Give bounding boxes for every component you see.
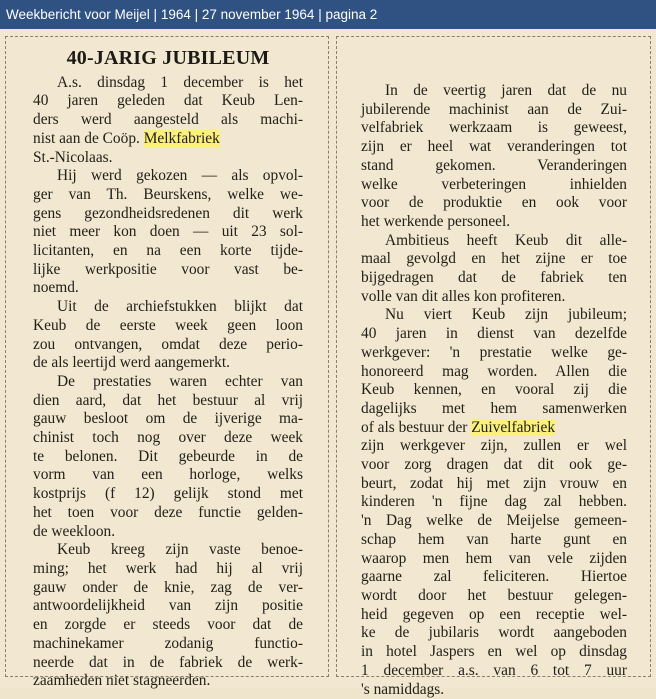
left-column-text-line: St.-Nicolaas. [33,149,303,168]
right-column-text-line: 1 december a.s. van 6 tot 7 uur [361,662,627,681]
left-column-text-line: de als leertijd werd aangemerkt. [33,354,303,373]
right-column-text-line: schap hem van harte gunt en [361,531,627,550]
right-column-text-line: honoreerd mag worden. Allen die [361,363,627,382]
right-column-text-line: Ambitieus heeft Keub dit alle- [361,232,627,251]
right-column-text-line: welke verbeteringen inhielden [361,176,627,195]
right-column-text-line: 40 jaren in dienst van dezelfde [361,325,627,344]
right-column-text-line: velfabriek werkzaam is geweest, [361,119,627,138]
left-column-text-line: Uit de archiefstukken blijkt dat [33,298,303,317]
right-column-text-line: dagelijks met hem samenwerken [361,400,627,419]
right-column-text-line: heid gegeven op een receptie wel- [361,606,627,625]
page-breadcrumb: Weekbericht voor Meijel | 1964 | 27 november 1964 | pagina 2 [0,0,656,29]
right-column-text-line: beurt, zodat hij met zijn vrouw en [361,475,627,494]
article-headline: 40-JARIG JUBILEUM [33,49,303,68]
left-column-text-line: lijke werkpositie voor vast be- [33,261,303,280]
left-column-text-line: dien aard, dat het bestuur al vrij [33,392,303,411]
right-column-text-line: zijn er heel wat veranderingen tot [361,138,627,157]
left-column-text-line: Keub kreeg zijn vaste benoe- [33,541,303,560]
right-column-text-line: of als bestuur der Zuivelfabriek [361,419,627,438]
highlighted-search-term: Melkfabriek [144,130,220,147]
left-column-text-line: zou ontvangen, omdat deze perio- [33,336,303,355]
left-column-text-line: en zorgde er steeds voor dat de [33,616,303,635]
left-column-text-line: kostprijs (f 12) gelijk stond met [33,485,303,504]
right-column-text-line: 'n Dag welke de Meijelse gemeen- [361,512,627,531]
newspaper-clipping [0,29,656,688]
right-column-text-line: in hotel Jaspers en wel op dinsdag [361,643,627,662]
right-column-text-line: werkgever: 'n prestatie welke ge- [361,344,627,363]
left-column-text-line: 40 jaren geleden dat Keub Len- [33,92,303,111]
left-column-text-line: gens gezondheidsredenen dit werk [33,205,303,224]
left-column-text-line: neerde dat in de fabriek de werk- [33,654,303,673]
right-column-text-line: voor zorg dragen dat dit ook ge- [361,456,627,475]
left-column-text-line: licitanten, en na een korte tijde- [33,242,303,261]
left-column-text-line: het toen voor deze functie gelden- [33,504,303,523]
right-column-text-line: jubilerende machinist aan de Zui- [361,101,627,120]
article-right-column [361,82,627,699]
left-column-text-line: A.s. dinsdag 1 december is het [33,74,303,93]
left-column-text-line: ders werd aangesteld als machi- [33,111,303,130]
right-column-text-line: zijn werkgever zijn, zullen er wel [361,437,627,456]
right-column-text-line: stand gekomen. Veranderingen [361,157,627,176]
left-column-text-line: gauw besloot om de ijverige ma- [33,410,303,429]
right-column-text-line: bijgedragen dat de fabriek ten [361,269,627,288]
left-column-text-line: zaamheden niet stagneerden. [33,672,303,691]
left-column-text-line: niet meer kon doen — uit 23 sol- [33,223,303,242]
left-column-text-line: te belonen. Dit gebeurde in de [33,448,303,467]
right-column-text-line: waarop men hem van vele zijden [361,550,627,569]
right-column-text-line: ke de jubilaris wordt aangeboden [361,624,627,643]
right-column-text-line: 's namiddags. [361,681,627,699]
left-column-text-line: ger van Th. Beurskens, welke we- [33,186,303,205]
right-column-text-line: In de veertig jaren dat de nu [361,82,627,101]
left-column-text-line: Hij werd gekozen — als opvol- [33,167,303,186]
right-column-text-line: kinderen 'n fijne dag zal hebben. [361,493,627,512]
left-column-text-line: noemd. [33,279,303,298]
right-column-text-line: wordt door het bestuur gelegen- [361,587,627,606]
left-column-text-line: De prestaties waren echter van [33,373,303,392]
left-column-text-line: chinist toch nog over deze week [33,429,303,448]
left-column-text-line: ming; het werk had hij al vrij [33,560,303,579]
right-column-text-line: het werkende personeel. [361,213,627,232]
right-column-text-line: gaarne zal feliciteren. Hiertoe [361,568,627,587]
article-left-column [33,49,303,691]
right-column-text-line: maal gevolgd en het zijne er toe [361,250,627,269]
left-column-text-line: Keub de eerste week geen loon [33,317,303,336]
left-column-text-line: nist aan de Coöp. Melkfabriek [33,130,303,149]
left-column-text-line: machinekamer zodanig functio- [33,635,303,654]
right-column-text-line: volle van dit alles kon profiteren. [361,288,627,307]
left-column-text-line: de weekloon. [33,523,303,542]
right-column-text-line: voor de produktie en ook voor [361,194,627,213]
left-column-text-line: vorm van een horloge, welks [33,466,303,485]
highlighted-search-term: Zuivelfabriek [471,419,555,436]
left-column-text-line: gauw onder de knie, zag de ver- [33,579,303,598]
left-column-text-line: antwoordelijkheid van zijn positie [33,597,303,616]
right-column-text-line: Keub kennen, en vooral zij die [361,381,627,400]
right-column-text-line: Nu viert Keub zijn jubileum; [361,306,627,325]
